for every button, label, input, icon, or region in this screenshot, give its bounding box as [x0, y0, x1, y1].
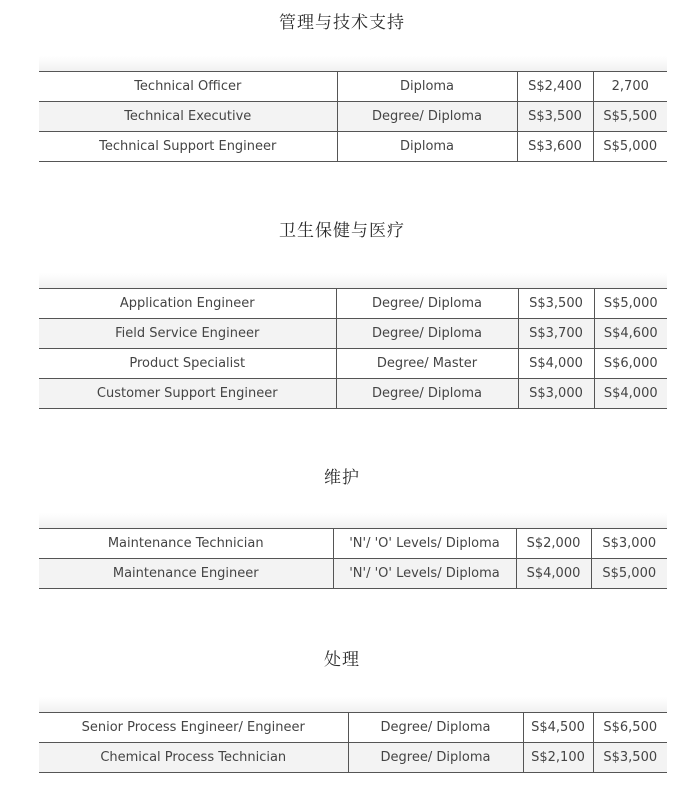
- table-header-band: [39, 513, 667, 528]
- table-row: [39, 713, 667, 743]
- qualification-cell: Degree/ Diploma: [348, 743, 523, 773]
- qualification-cell: Degree/ Diploma: [336, 289, 518, 319]
- min-salary-cell: S$3,500: [518, 289, 594, 319]
- min-salary-cell: S$2,000: [516, 529, 591, 559]
- max-salary-cell: S$4,600: [594, 319, 667, 349]
- table-row: [39, 132, 667, 162]
- table-row: [39, 102, 667, 132]
- table-header-band: [39, 697, 667, 712]
- position-cell: Technical Executive: [124, 109, 252, 124]
- table-row: [39, 743, 667, 773]
- section-title-processing: 处理: [324, 650, 360, 670]
- min-salary-cell: S$3,600: [517, 132, 593, 162]
- max-salary-cell: S$6,500: [593, 713, 667, 743]
- table-row: [39, 559, 667, 589]
- salary-table-healthcare-medical: [39, 273, 667, 409]
- qualification-cell: Degree/ Diploma: [336, 319, 518, 349]
- min-salary-cell: S$3,500: [517, 102, 593, 132]
- position-cell: Maintenance Engineer: [112, 566, 259, 581]
- position-cell: Field Service Engineer: [115, 326, 260, 341]
- max-salary-cell: S$3,500: [593, 743, 667, 773]
- table-header-band: [39, 273, 667, 288]
- position-cell: Maintenance Technician: [107, 536, 264, 551]
- qualification-cell: Diploma: [337, 72, 517, 102]
- section-title-maintenance: 维护: [324, 468, 360, 488]
- position-cell: Product Specialist: [129, 356, 246, 371]
- max-salary-cell: S$4,000: [594, 379, 667, 409]
- qualification-cell: 'N'/ 'O' Levels/ Diploma: [333, 559, 516, 589]
- min-salary-cell: S$3,000: [518, 379, 594, 409]
- qualification-cell: Degree/ Diploma: [348, 713, 523, 743]
- min-salary-cell: S$4,000: [518, 349, 594, 379]
- max-salary-cell: S$3,000: [591, 529, 667, 559]
- max-salary-cell: S$6,000: [594, 349, 667, 379]
- position-cell: Chemical Process Technician: [100, 750, 287, 765]
- qualification-cell: Degree/ Diploma: [337, 102, 517, 132]
- position-cell: Application Engineer: [119, 296, 255, 311]
- table-row: [39, 529, 667, 559]
- min-salary-cell: S$4,500: [523, 713, 593, 743]
- position-cell: Senior Process Engineer/ Engineer: [81, 720, 305, 735]
- position-cell: Technical Officer: [134, 79, 242, 94]
- max-salary-cell: S$5,500: [593, 102, 667, 132]
- qualification-cell: Degree/ Diploma: [336, 379, 518, 409]
- section-title-admin-tech-support: 管理与技术支持: [279, 13, 405, 33]
- qualification-cell: Degree/ Master: [336, 349, 518, 379]
- max-salary-cell: S$5,000: [594, 289, 667, 319]
- table-header-band: [39, 56, 667, 71]
- salary-table-maintenance: [39, 513, 667, 589]
- min-salary-cell: S$2,400: [517, 72, 593, 102]
- table-row: [39, 319, 667, 349]
- position-cell: Customer Support Engineer: [96, 386, 278, 401]
- min-salary-cell: S$4,000: [516, 559, 591, 589]
- table-row: [39, 379, 667, 409]
- table-row: [39, 72, 667, 102]
- min-salary-cell: S$3,700: [518, 319, 594, 349]
- section-title-healthcare-medical: 卫生保健与医疗: [279, 221, 405, 241]
- salary-table-admin-tech-support: [39, 56, 667, 162]
- salary-table-processing: [39, 697, 667, 773]
- qualification-cell: 'N'/ 'O' Levels/ Diploma: [333, 529, 516, 559]
- max-salary-cell: S$5,000: [593, 132, 667, 162]
- qualification-cell: Diploma: [337, 132, 517, 162]
- table-row: [39, 289, 667, 319]
- position-cell: Technical Support Engineer: [99, 139, 277, 154]
- max-salary-cell: 2,700: [593, 72, 667, 102]
- min-salary-cell: S$2,100: [523, 743, 593, 773]
- max-salary-cell: S$5,000: [591, 559, 667, 589]
- table-row: [39, 349, 667, 379]
